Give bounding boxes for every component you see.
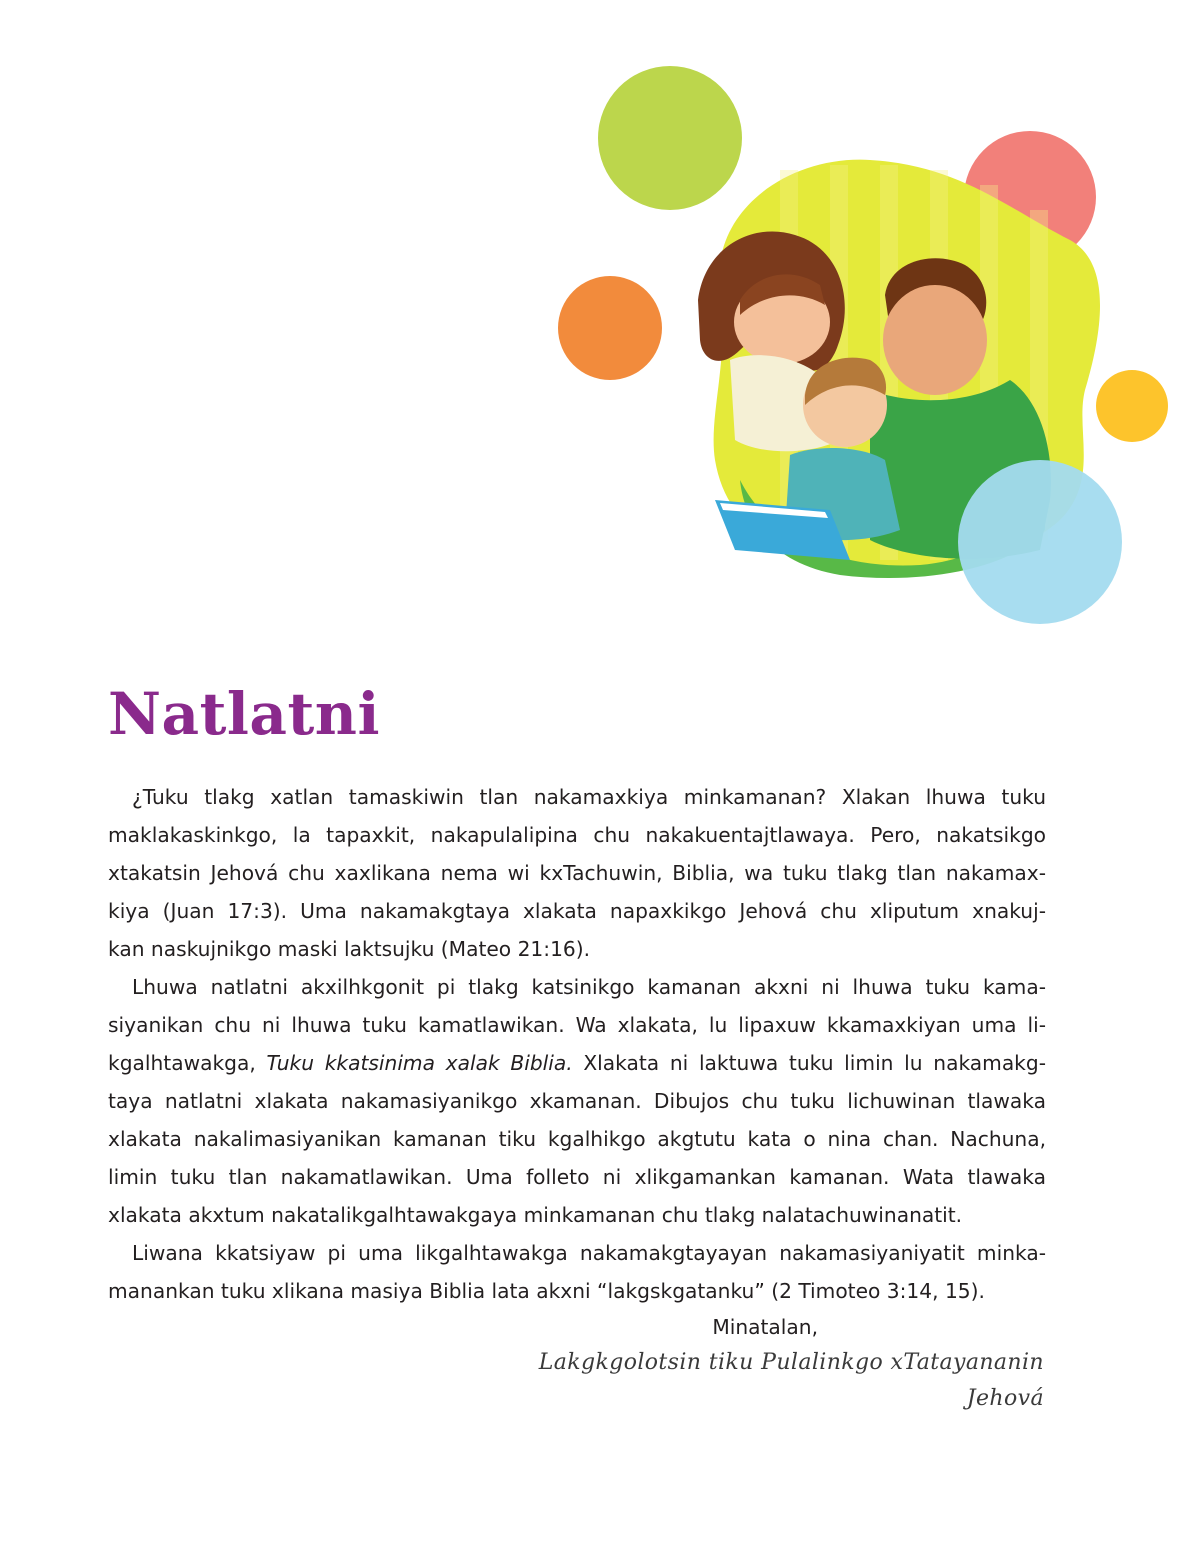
p2-line: limin tuku tlan nakamatlawikan. Uma folleto ni xlikgamankan kamanan. Wata tlawaka [108,1165,1046,1189]
p1-line: xtakatsin Jehová chu xaxlikana nema wi kxTachuwin, Biblia, wa tuku tlakg tlan nakamax- [108,861,1046,885]
p2-line [108,1044,1046,1082]
p1-line: maklakaskinkgo, la tapaxkit, nakapulalipina chu nakakuentajtlawaya. Pero, nakatsikgo [108,823,1046,847]
p1-line: kiya (Juan 17:3). Uma nakamakgtaya xlakata napaxkikgo Jehová chu xliputum xnakuj- [108,899,1046,923]
orange-circle [558,276,662,380]
book-title: Tuku kkatsinima xalak Biblia. [266,1051,573,1075]
body-text [108,778,1046,1310]
p3-line: Liwana kkatsiyaw pi uma likgalhtawakga nakamakgtayayan nakamasiyaniyatit minka- [132,1241,1046,1265]
p2-line: xlakata nakalimasiyanikan kamanan tiku kgalhikgo akgtutu kata o nina chan. Nachuna, [108,1127,1046,1151]
p1-line: kan naskujnikgo maski laktsujku (Mateo 21:16). [108,937,591,961]
p2-line: taya natlatni xlakata nakamasiyanikgo xkamanan. Dibujos chu tuku lichuwinan tlawaka [108,1089,1046,1113]
signature: Lakgkgolotsin tiku Pulalinkgo xTatayananin Jehová [538,1350,1044,1411]
p2-line3-start: kgalhtawakga, [108,1051,267,1075]
family-reading-icon [540,60,1180,640]
father-face [883,285,987,395]
yellow-circle [1096,370,1168,442]
closing-salutation: Minatalan, [712,1315,818,1339]
p2-line: xlakata akxtum nakatalikgalhtawakgaya minkamanan chu tlakg nalatachuwinanatit. [108,1203,963,1227]
blue-circle [958,460,1122,624]
green-circle [598,66,742,210]
family-reading-illustration [540,60,1180,640]
p3-line: manankan tuku xlikana masiya Biblia lata akxni “lakgskgatanku” (2 Timoteo 3:14, 15). [108,1279,985,1303]
p2-line3-end: Xlakata ni laktuwa tuku limin lu nakamakg- [572,1051,1046,1075]
page-title: Natlatni [108,680,380,748]
p2-line: siyanikan chu ni lhuwa tuku kamatlawikan. Wa xlakata, lu lipaxuw kkamaxkiyan uma li- [108,1013,1046,1037]
p2-line: Lhuwa natlatni akxilhkgonit pi tlakg katsinikgo kamanan akxni ni lhuwa tuku kama- [132,975,1046,999]
p1-line: ¿Tuku tlakg xatlan tamaskiwin tlan nakamaxkiya minkamanan? Xlakan lhuwa tuku [132,785,1046,809]
